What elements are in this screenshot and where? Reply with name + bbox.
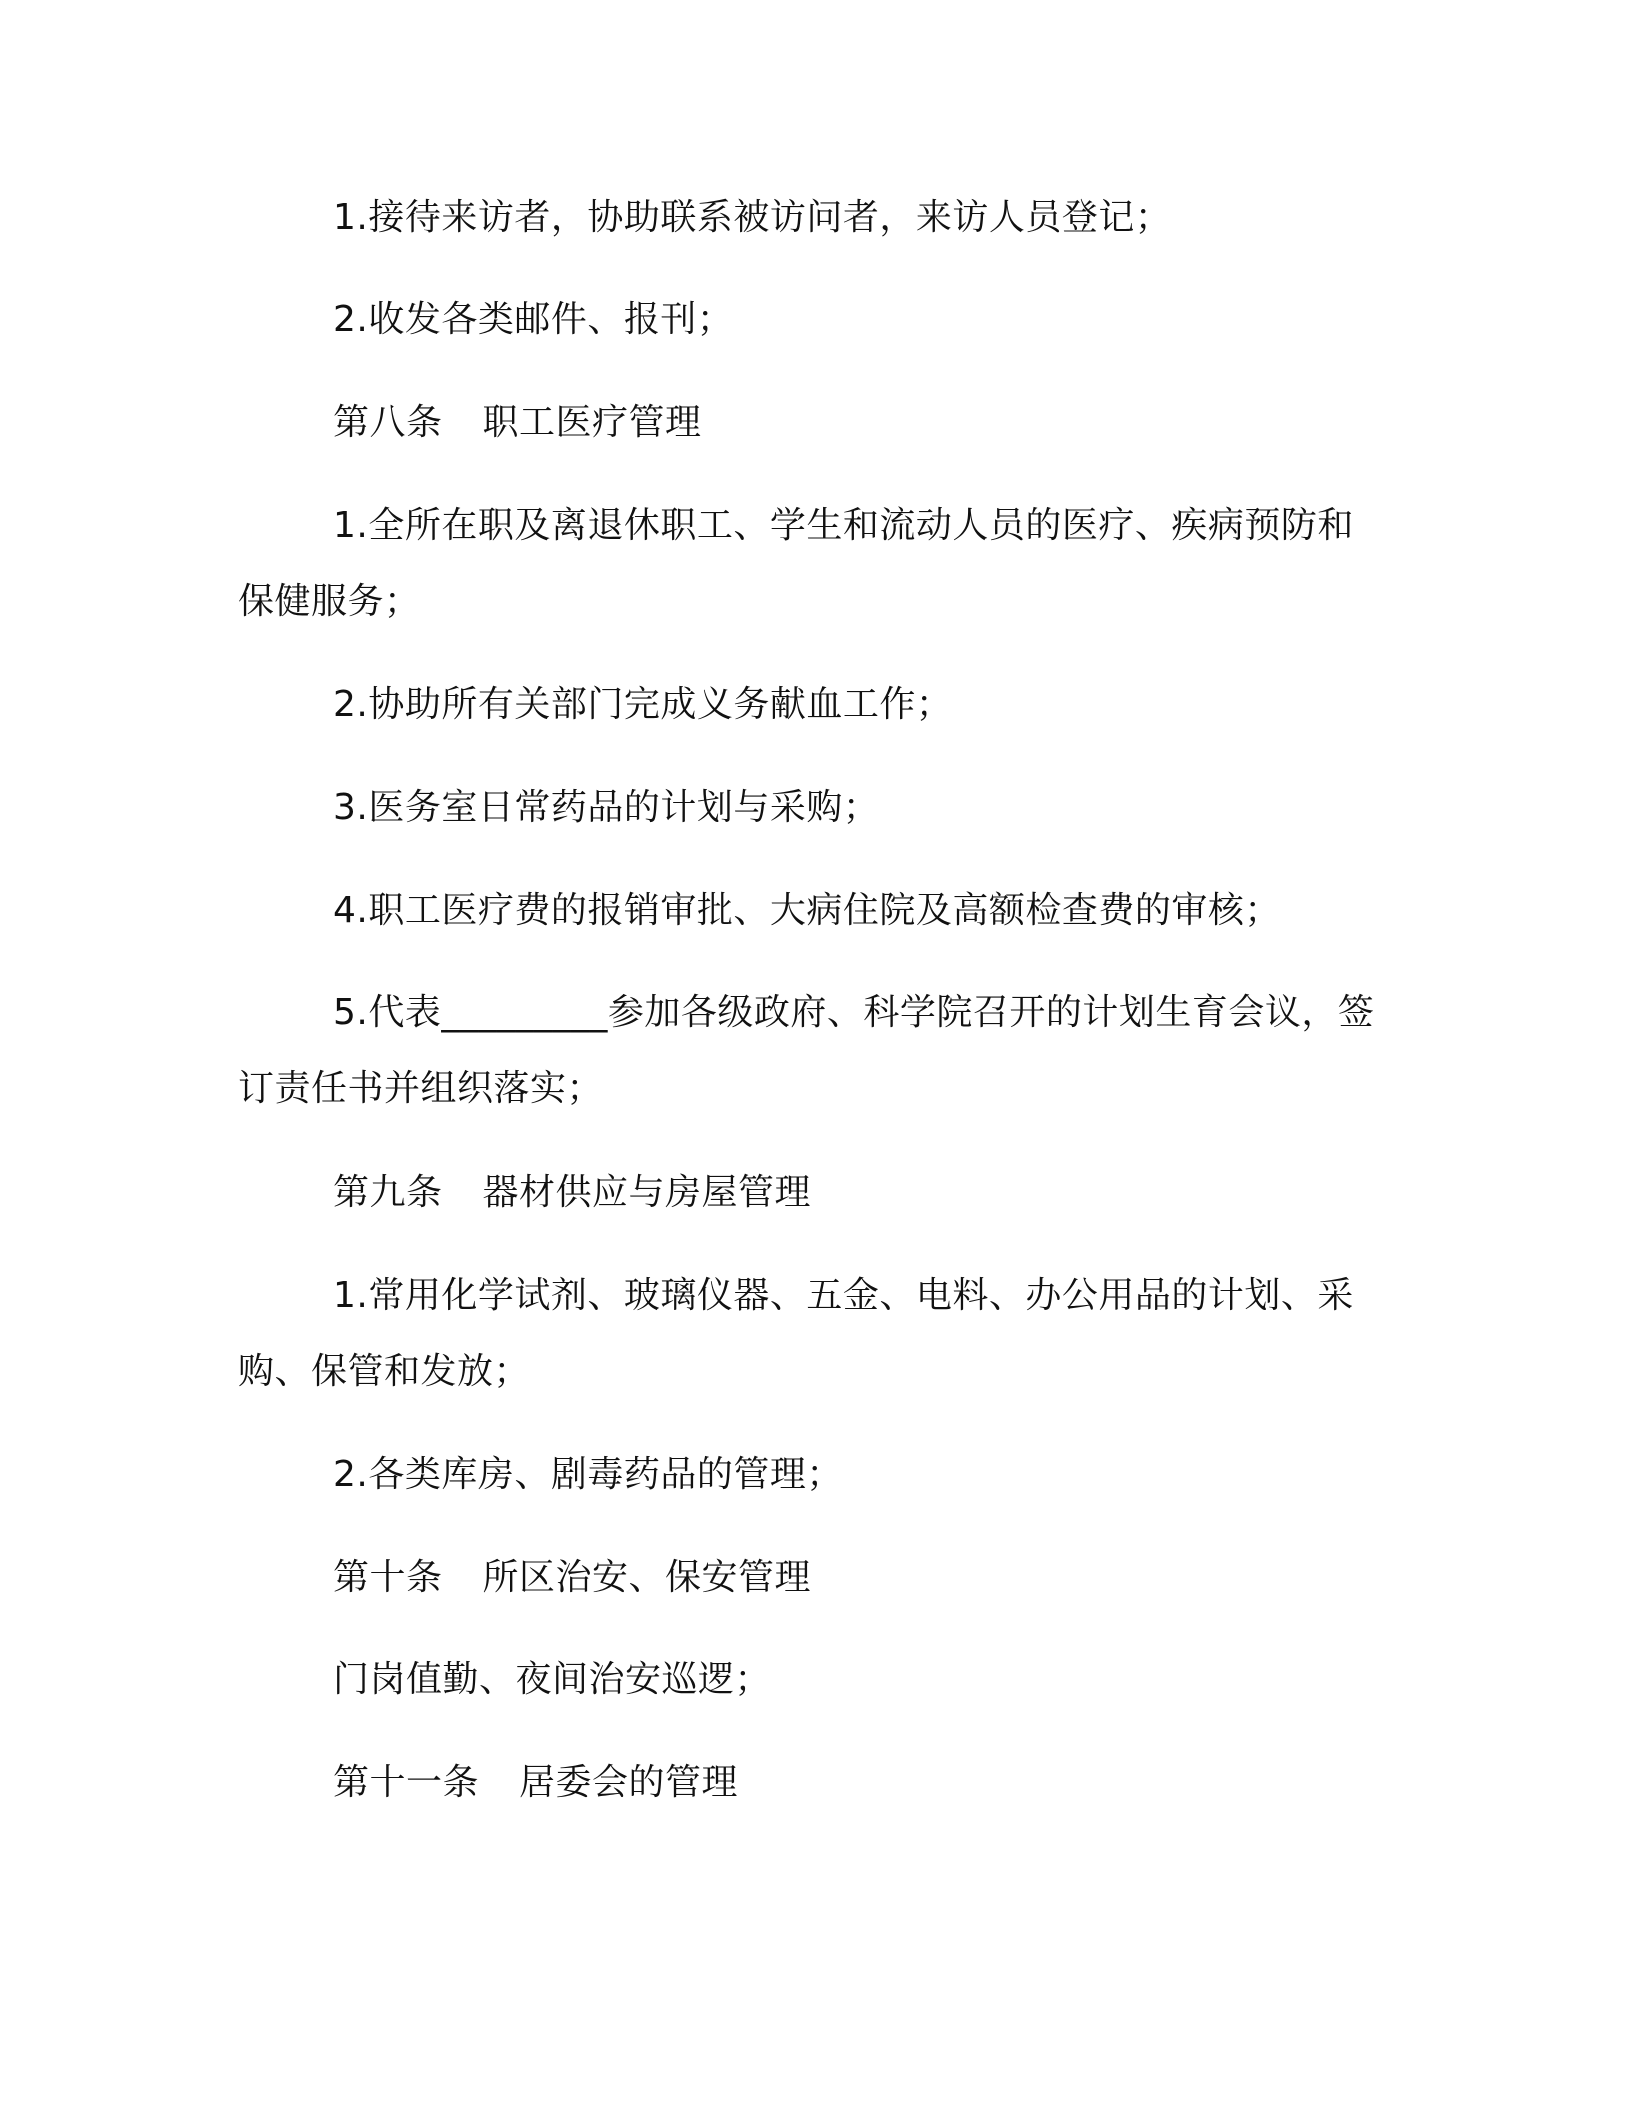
article-10-heading xyxy=(333,1540,1483,1616)
article-9-number: 第九条 xyxy=(333,1172,443,1213)
article-11-heading xyxy=(333,1745,1483,1821)
paragraph-medicine-procurement: 3.医务室日常药品的计划与采购； xyxy=(333,787,880,828)
article-9-title: 器材供应与房屋管理 xyxy=(482,1172,812,1213)
paragraph-medical-services: 1.全所在职及离退休职工、学生和流动人员的医疗、疾病预防和保健服务； xyxy=(238,505,1354,622)
article-8-title: 职工医疗管理 xyxy=(482,402,702,443)
paragraph-blood-donation: 2.协助所有关部门完成义务献血工作； xyxy=(333,684,953,725)
article-10-title: 所区治安、保安管理 xyxy=(482,1557,812,1598)
article-10-number: 第十条 xyxy=(333,1557,443,1598)
article-8-heading xyxy=(333,385,1483,461)
paragraph-visitor-reception: 1.接待来访者，协助联系被访问者，来访人员登记； xyxy=(333,197,1172,238)
paragraph-warehouse-management: 2.各类库房、剧毒药品的管理； xyxy=(333,1454,843,1495)
paragraph-medical-reimbursement: 4.职工医疗费的报销审批、大病住院及高额检查费的审核； xyxy=(333,890,1281,931)
article-11-title: 居委会的管理 xyxy=(519,1762,739,1803)
article-8-number: 第八条 xyxy=(333,402,443,443)
paragraph-family-planning: 5.代表_________参加各级政府、科学院召开的计划生育会议，签订责任书并组织落实； xyxy=(238,992,1375,1109)
paragraph-security-patrol: 门岗值勤、夜间治安巡逻； xyxy=(333,1659,772,1700)
paragraph-mail-handling: 2.收发各类邮件、报刊； xyxy=(333,299,734,340)
article-9-heading xyxy=(333,1155,1483,1231)
paragraph-supplies-procurement: 1.常用化学试剂、玻璃仪器、五金、电料、办公用品的计划、采购、保管和发放； xyxy=(238,1275,1354,1392)
article-11-number: 第十一条 xyxy=(333,1762,480,1803)
